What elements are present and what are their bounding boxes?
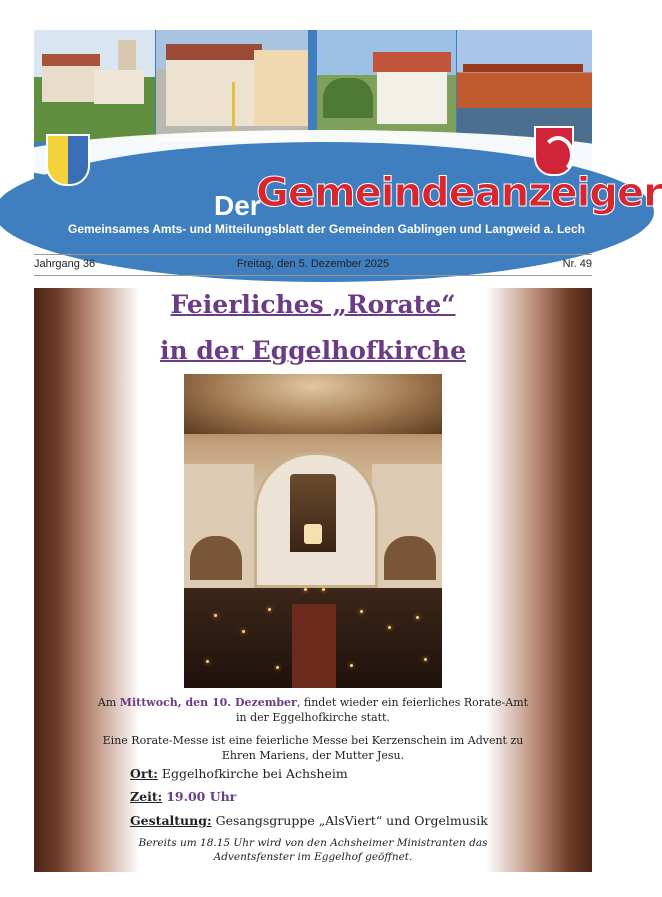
town-photo-house: [317, 30, 456, 142]
candle-light: [214, 614, 217, 617]
gestaltung-label: Gestaltung:: [130, 813, 212, 828]
side-altar-left: [190, 536, 242, 580]
town-photo-townhall: [156, 30, 308, 142]
candle-light: [242, 630, 245, 633]
candle-light: [304, 588, 307, 591]
issue-info-bar: [34, 254, 592, 276]
article-panel: [34, 288, 592, 872]
candle-light: [322, 588, 325, 591]
ceiling-fresco: [184, 374, 442, 434]
zeit-label: Zeit:: [130, 789, 163, 804]
candle-light: [276, 666, 279, 669]
detail-gestaltung: [130, 813, 488, 828]
zeit-value: 19.00 Uhr: [166, 789, 237, 804]
gestaltung-value: Gesangsgruppe „AlsViert“ und Orgelmusik: [215, 813, 488, 828]
masthead-subtitle: Gemeinsames Amts- und Mitteilungsblatt der Gemeinden Gablingen und Langweid a. Lech: [68, 222, 585, 236]
masthead-banner: [34, 30, 662, 242]
candle-light: [206, 660, 209, 663]
gablingen-coat-of-arms-icon: [46, 134, 90, 186]
detail-zeit: [130, 789, 236, 804]
candle-light: [424, 658, 427, 661]
article-headline-line2: in der Eggelhofkirche: [160, 336, 466, 365]
candle-light: [388, 626, 391, 629]
candle-light: [268, 608, 271, 611]
article-intro: Am Mittwoch, den 10. Dezember, findet wieder ein feierliches Rorate-Amt in der Eggelhofkirche statt.: [97, 696, 529, 724]
issue-number: Nr. 49: [562, 258, 592, 270]
article-headline-line1: Feierliches „Rorate“: [170, 290, 456, 319]
event-date: Mittwoch, den 10. Dezember: [119, 696, 297, 709]
candle-light: [350, 664, 353, 667]
langweid-coat-of-arms-icon: [534, 126, 574, 176]
ort-label: Ort:: [130, 766, 158, 781]
masthead-title-prefix: Der: [214, 190, 261, 221]
issue-date: Freitag, den 5. Dezember 2025: [236, 258, 390, 270]
church-interior-photo: [184, 374, 442, 688]
town-photo-castle: [34, 30, 155, 142]
detail-ort: [130, 766, 348, 781]
issue-volume: Jahrgang 36: [34, 258, 96, 270]
candle-light: [416, 616, 419, 619]
ort-value: Eggelhofkirche bei Achsheim: [161, 766, 348, 781]
article-note: Bereits um 18.15 Uhr wird von den Achsheimer Ministranten das Adventsfenster im Eggelhof geöffnet.: [138, 837, 488, 863]
side-altar-right: [384, 536, 436, 580]
article-info: Eine Rorate-Messe ist eine feierliche Messe bei Kerzenschein im Advent zu Ehren Mariens, der Mutter Jesu.: [102, 734, 524, 762]
masthead-title: Gemeindeanzeiger: [256, 170, 662, 216]
candle-light: [360, 610, 363, 613]
